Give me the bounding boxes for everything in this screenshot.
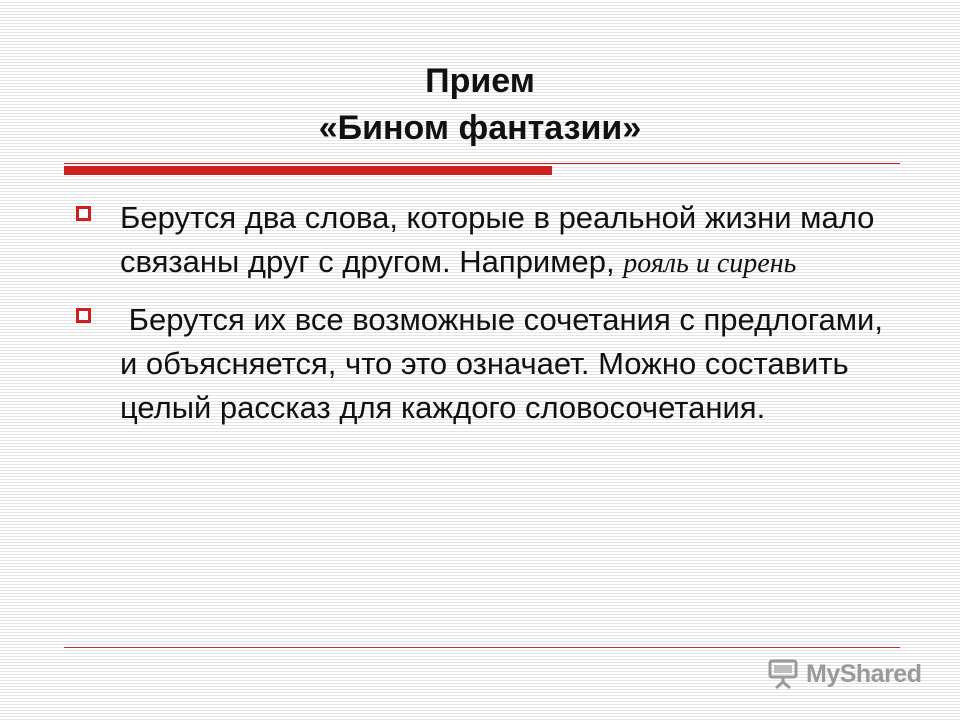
bullet-item-2 bbox=[74, 298, 901, 430]
square-bullet-icon bbox=[76, 308, 91, 323]
bullet-text-2: Берутся их все возможные сочетания с предлогами, и объясняется, что это означает. Можно составить целый рассказ для каждого словосочетания. bbox=[120, 302, 901, 425]
square-bullet-icon bbox=[76, 206, 91, 221]
watermark bbox=[766, 656, 921, 692]
title-line-1: Прием bbox=[425, 62, 535, 100]
title-line-2: «Бином фантазии» bbox=[318, 109, 642, 147]
bullet-list bbox=[74, 196, 901, 442]
bullet-text-1: Берутся два слова, которые в реальной жизни мало связаны друг с другом. Например, рояль и сирень bbox=[120, 200, 883, 279]
title-underline-thin bbox=[64, 163, 900, 164]
watermark-text: MyShared bbox=[806, 659, 922, 688]
bullet-item-1 bbox=[74, 196, 884, 286]
slide-title bbox=[0, 58, 960, 152]
title-underline-thick bbox=[64, 166, 552, 175]
projector-icon bbox=[766, 657, 800, 691]
footer-rule bbox=[64, 647, 900, 648]
example-words: рояль и сирень bbox=[623, 248, 797, 279]
